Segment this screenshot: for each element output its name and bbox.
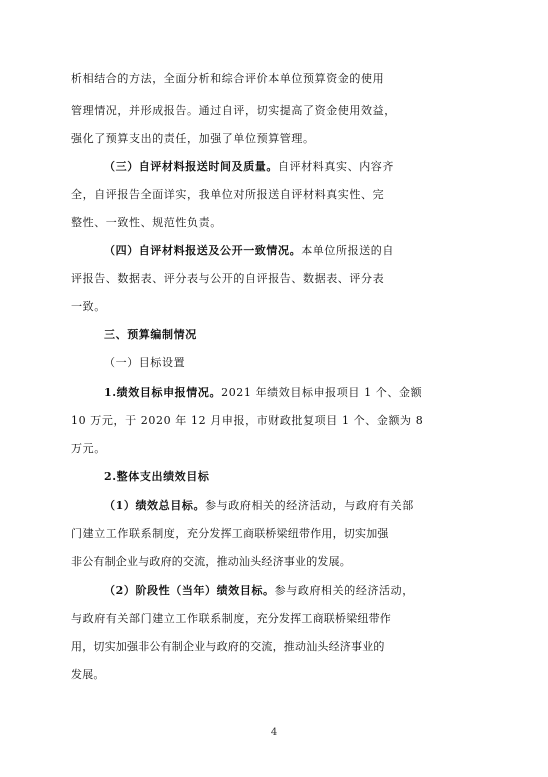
text-line	[71, 553, 548, 569]
section-heading: （1）绩效总目标。	[104, 499, 206, 512]
paragraph-text: 充分发挥工商联桥梁纽带作	[256, 612, 392, 625]
paragraph-text: 与政府有关部门建立工作联系制度，	[71, 612, 257, 625]
paragraph-text: 发展。	[71, 668, 105, 681]
section-heading: （2）阶段性（当年）绩效目标。	[104, 584, 275, 597]
chapter-heading: 三、预算编制情况	[104, 328, 197, 341]
paragraph-text: 管理情况，并形成报告。通过自评，切实提高了资金使用效益，	[71, 104, 396, 117]
paragraph-text: 全，自评报告全面详实，我单位对所报送自评材料真实性、完	[71, 188, 385, 201]
text-line	[71, 525, 548, 541]
paragraph-text: 充分发挥工商联桥梁纽带作用，切实加强	[187, 527, 389, 540]
paragraph-text: 强化了预算支出的责任，加强了单位预算管理。	[71, 132, 315, 145]
paragraph-text: 整性、一致性、规范性负责。	[71, 216, 222, 229]
paragraph-text: 析相结合的方法，全面分析和综合评价本单位预算资金的使用	[71, 72, 385, 85]
paragraph-text: 万元。	[71, 442, 106, 455]
text-line	[104, 384, 548, 400]
section-heading: 2.整体支出绩效目标	[104, 470, 210, 483]
paragraph-text: 参与政府相关的经济活动，	[274, 584, 414, 597]
subsection-heading: （一）目标设置	[104, 356, 186, 369]
section-heading: 1.绩效目标申报情况。	[104, 386, 222, 399]
text-line	[71, 130, 548, 146]
text-line	[71, 298, 548, 314]
text-line	[71, 610, 548, 626]
paragraph-text: 用，切实加强非公有制企业与政府的交流，推动汕头经济事业的	[71, 640, 385, 653]
text-line	[104, 326, 548, 342]
text-line	[104, 468, 548, 484]
paragraph-text: 自评材料真实、内容齐	[278, 160, 394, 173]
text-line	[71, 412, 548, 428]
paragraph-text: 参与政府相关的经济活动，与政府有关部	[205, 499, 414, 512]
paragraph-text: 本单位所报送的自	[301, 244, 395, 257]
page-number: 4	[270, 727, 278, 738]
text-line	[104, 242, 548, 258]
text-line	[71, 638, 548, 654]
text-line	[104, 497, 548, 513]
paragraph-text: 2021 年绩效目标申报项目 1 个、金额	[221, 386, 423, 399]
text-line	[71, 270, 548, 286]
paragraph-text: 10 万元，于 2020 年 12 月申报，市财政批复项目 1 个、金额为 8	[71, 414, 424, 427]
paragraph-text: 评报告、数据表、评分表与公开的自评报告、数据表、评分表	[71, 272, 385, 285]
text-line	[71, 186, 548, 202]
text-line	[71, 440, 548, 456]
text-line	[104, 582, 548, 598]
text-line	[71, 102, 548, 118]
paragraph-text: 一致。	[71, 300, 106, 313]
text-line	[104, 354, 548, 370]
text-line	[71, 666, 548, 682]
text-line	[104, 158, 548, 174]
paragraph-text: 门建立工作联系制度，	[71, 527, 187, 540]
text-line	[71, 70, 548, 86]
paragraph-text: 非公有制企业与政府的交流，推动汕头经济事业的发展。	[71, 555, 351, 568]
text-line	[71, 214, 548, 230]
section-heading: （三）自评材料报送时间及质量。	[104, 160, 278, 173]
section-heading: （四）自评材料报送及公开一致情况。	[104, 244, 302, 257]
